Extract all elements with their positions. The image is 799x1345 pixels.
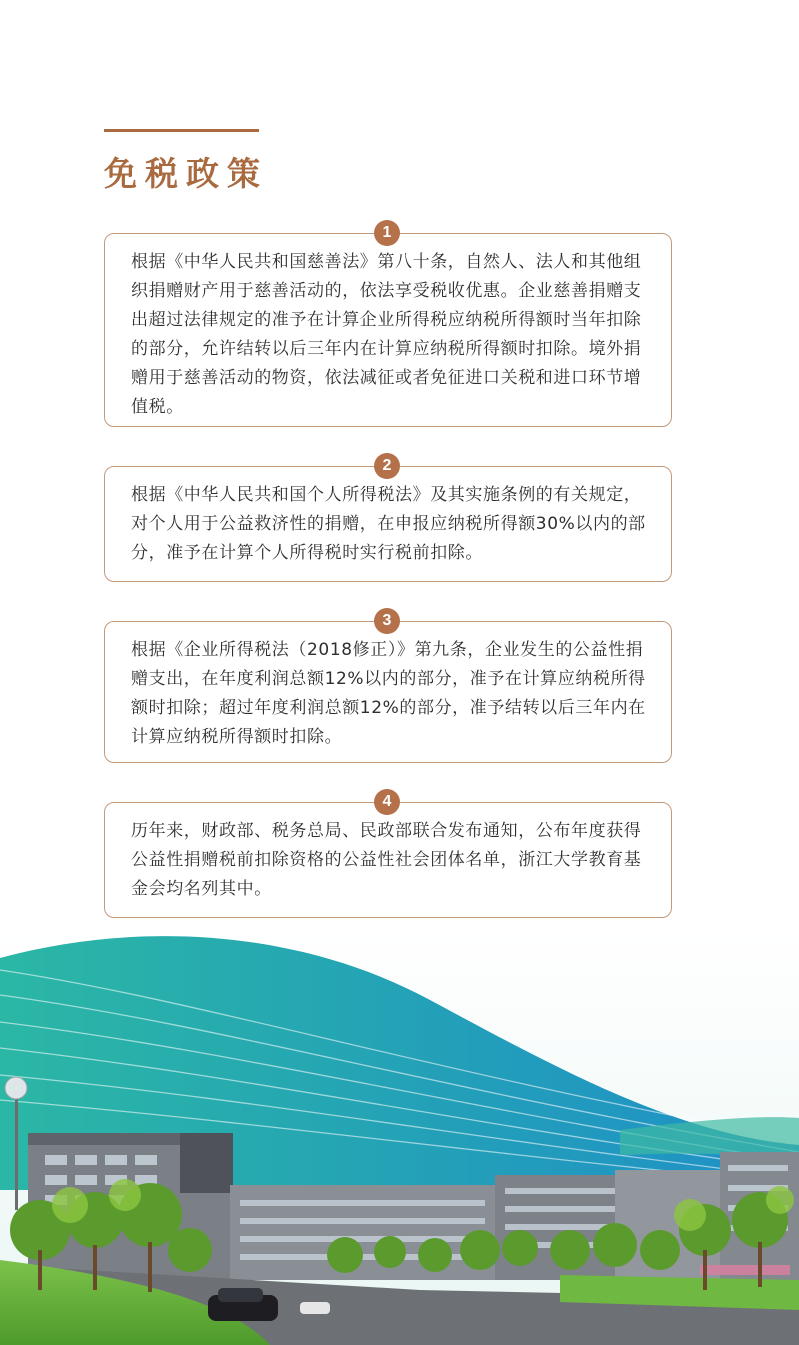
policy-number-badge-1: 1 — [374, 220, 400, 246]
policy-number-badge-4: 4 — [374, 789, 400, 815]
policy-text-2: 根据《中华人民共和国个人所得税法》及其实施条例的有关规定，对个人用于公益救济性的捐赠，在申报应纳税所得额30%以内的部分，准予在计算个人所得税时实行税前扣除。 — [131, 485, 646, 563]
campus-scene-illustration — [0, 930, 799, 1345]
policy-card-2 — [104, 466, 672, 582]
policy-card-4 — [104, 802, 672, 918]
page-title: 免税政策 — [104, 154, 268, 193]
title-rule — [104, 129, 259, 132]
policy-number-badge-2: 2 — [374, 453, 400, 479]
policy-card-1 — [104, 233, 672, 427]
policy-text-1: 根据《中华人民共和国慈善法》第八十条，自然人、法人和其他组织捐赠财产用于慈善活动的，依法享受税收优惠。企业慈善捐赠支出超过法律规定的准予在计算企业所得税应纳税所得额时当年扣除的部分，允许结转以后三年内在计算应纳税所得额时扣除。境外捐赠用于慈善活动的物资，依法减征或者免征进口关税和进口环节增值税。 — [131, 252, 642, 417]
policy-text-3: 根据《企业所得税法（2018修正）》第九条，企业发生的公益性捐赠支出，在年度利润总额12%以内的部分，准予在计算应纳税所得额时扣除；超过年度利润总额12%的部分，准予结转以后三年内在计算应纳税所得额时扣除。 — [131, 640, 646, 747]
policy-text-4: 历年来，财政部、税务总局、民政部联合发布通知，公布年度获得公益性捐赠税前扣除资格的公益性社会团体名单，浙江大学教育基金会均名列其中。 — [131, 821, 642, 899]
policy-card-3 — [104, 621, 672, 763]
policy-number-badge-3: 3 — [374, 608, 400, 634]
